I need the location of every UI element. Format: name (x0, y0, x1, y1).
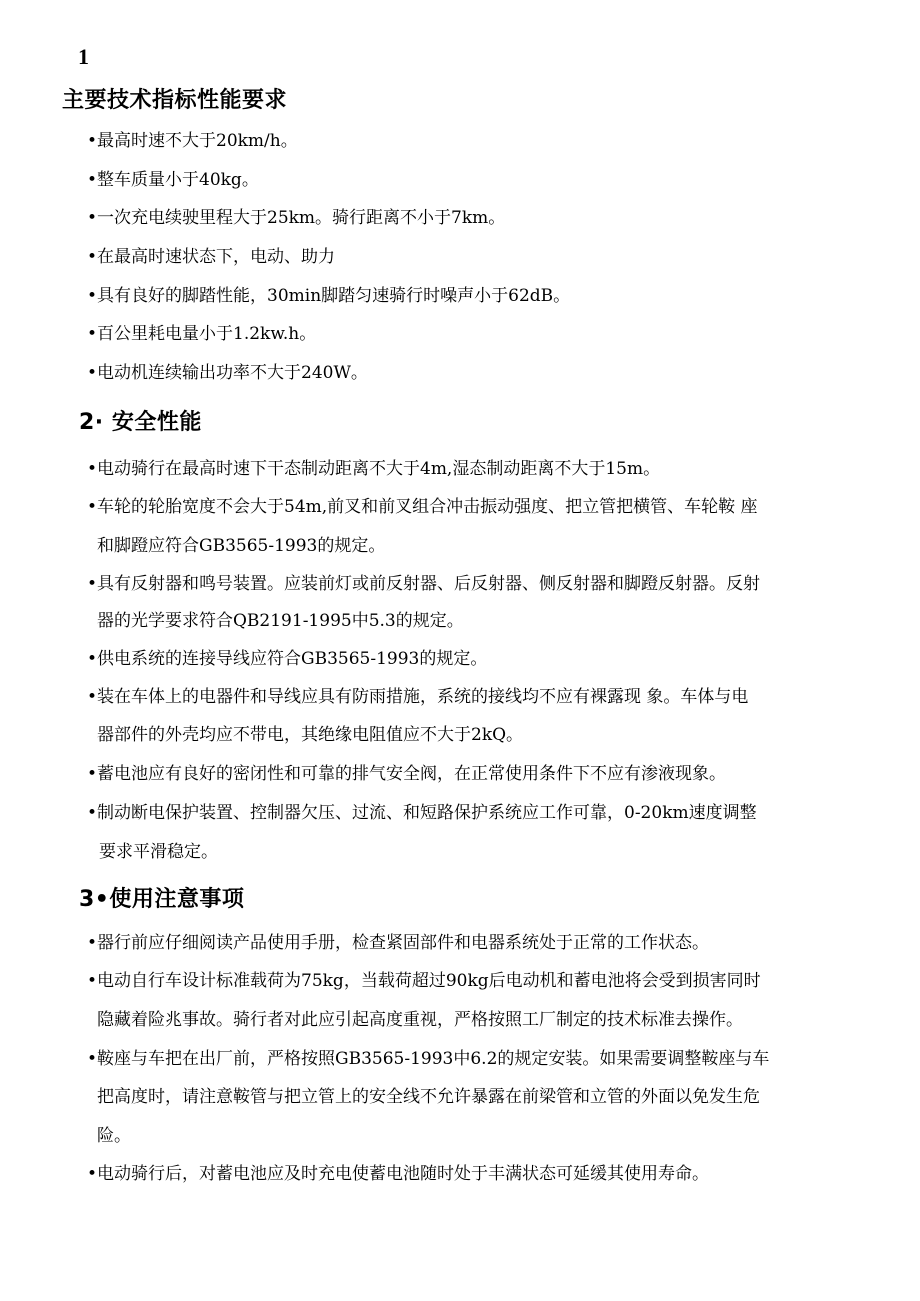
bullet: • (87, 1049, 98, 1069)
list-item: •装在车体上的电器件和导线应具有防雨措施，系统的接线均不应有裸露现 象。车体与电 (87, 687, 749, 707)
bullet: • (87, 803, 98, 823)
list-item: •电动骑行在最高时速下干态制动距离不大于4m,湿态制动距离不大于15m。 (87, 459, 661, 479)
list-item-continuation: 和脚蹬应符合GB3565-1993的规定。 (97, 536, 386, 556)
list-item: •具有反射器和鸣号装置。应装前灯或前反射器、后反射器、侧反射器和脚蹬反射器。反射 (87, 574, 760, 594)
bullet: • (87, 459, 98, 479)
list-item: •整车质量小于40kg。 (87, 170, 259, 190)
bullet: • (87, 649, 98, 669)
list-item-continuation: 隐藏着险兆事故。骑行者对此应引起高度重视，严格按照工厂制定的技术标准去操作。 (97, 1010, 743, 1030)
list-item: •电动骑行后，对蓄电池应及时充电使蓄电池随时处于丰满状态可延缓其使用寿命。 (87, 1164, 709, 1184)
section-title-safety: 2· 安全性能 (79, 410, 202, 435)
list-item: •制动断电保护装置、控制器欠压、过流、和短路保护系统应工作可靠，0-20km速度调整 (87, 803, 757, 823)
list-item: •车轮的轮胎宽度不会大于54m,前叉和前叉组合冲击振动强度、把立管把横管、车轮鞍 座 (87, 497, 758, 517)
bullet: • (87, 324, 98, 344)
list-item-continuation: 器部件的外壳均应不带电，其绝缘电阻值应不大于2kQ。 (97, 725, 524, 745)
bullet: • (87, 971, 98, 991)
list-item: •具有良好的脚踏性能，30min脚踏匀速骑行时噪声小于62dB。 (87, 286, 571, 306)
bullet: • (87, 687, 98, 707)
bullet: • (87, 764, 98, 784)
list-item-continuation: 器的光学要求符合QB2191-1995中5.3的规定。 (97, 611, 464, 631)
list-item-continuation: 把高度时，请注意鞍管与把立管上的安全线不允许暴露在前梁管和立管的外面以免发生危 (97, 1087, 760, 1107)
bullet: • (87, 1164, 98, 1184)
list-item: •百公里耗电量小于1.2kw.h。 (87, 324, 317, 344)
section-number: 1 (78, 44, 89, 69)
list-item: •电动自行车设计标准载荷为75kg，当载荷超过90kg后电动机和蓄电池将会受到损害同时 (87, 971, 761, 991)
list-item: •蓄电池应有良好的密闭性和可靠的排气安全阀，在正常使用条件下不应有渗液现象。 (87, 764, 726, 784)
bullet: • (87, 131, 98, 151)
bullet: • (87, 208, 98, 228)
bullet: • (87, 286, 98, 306)
list-item: •鞍座与车把在出厂前，严格按照GB3565-1993中6.2的规定安装。如果需要调整鞍座与车 (87, 1049, 770, 1069)
section-title-usage-notes: 3•使用注意事项 (79, 887, 245, 912)
bullet: • (87, 574, 98, 594)
list-item: •最高时速不大于20km/h。 (87, 131, 298, 151)
bullet: • (87, 363, 98, 383)
list-item-continuation: 险。 (97, 1126, 131, 1146)
list-item: •一次充电续驶里程大于25km。骑行距离不小于7km。 (87, 208, 506, 228)
bullet: • (87, 933, 98, 953)
bullet: • (87, 170, 98, 190)
list-item-continuation: 要求平滑稳定。 (99, 842, 218, 862)
list-item: •供电系统的连接导线应符合GB3565-1993的规定。 (87, 649, 488, 669)
list-item: •电动机连续输出功率不大于240W。 (87, 363, 368, 383)
bullet: • (87, 497, 98, 517)
list-item: •在最高时速状态下，电动、助力 (87, 247, 335, 267)
section-title-specs: 主要技术指标性能要求 (62, 88, 288, 113)
list-item: •器行前应仔细阅读产品使用手册，检查紧固部件和电器系统处于正常的工作状态。 (87, 933, 709, 953)
bullet: • (87, 247, 98, 267)
